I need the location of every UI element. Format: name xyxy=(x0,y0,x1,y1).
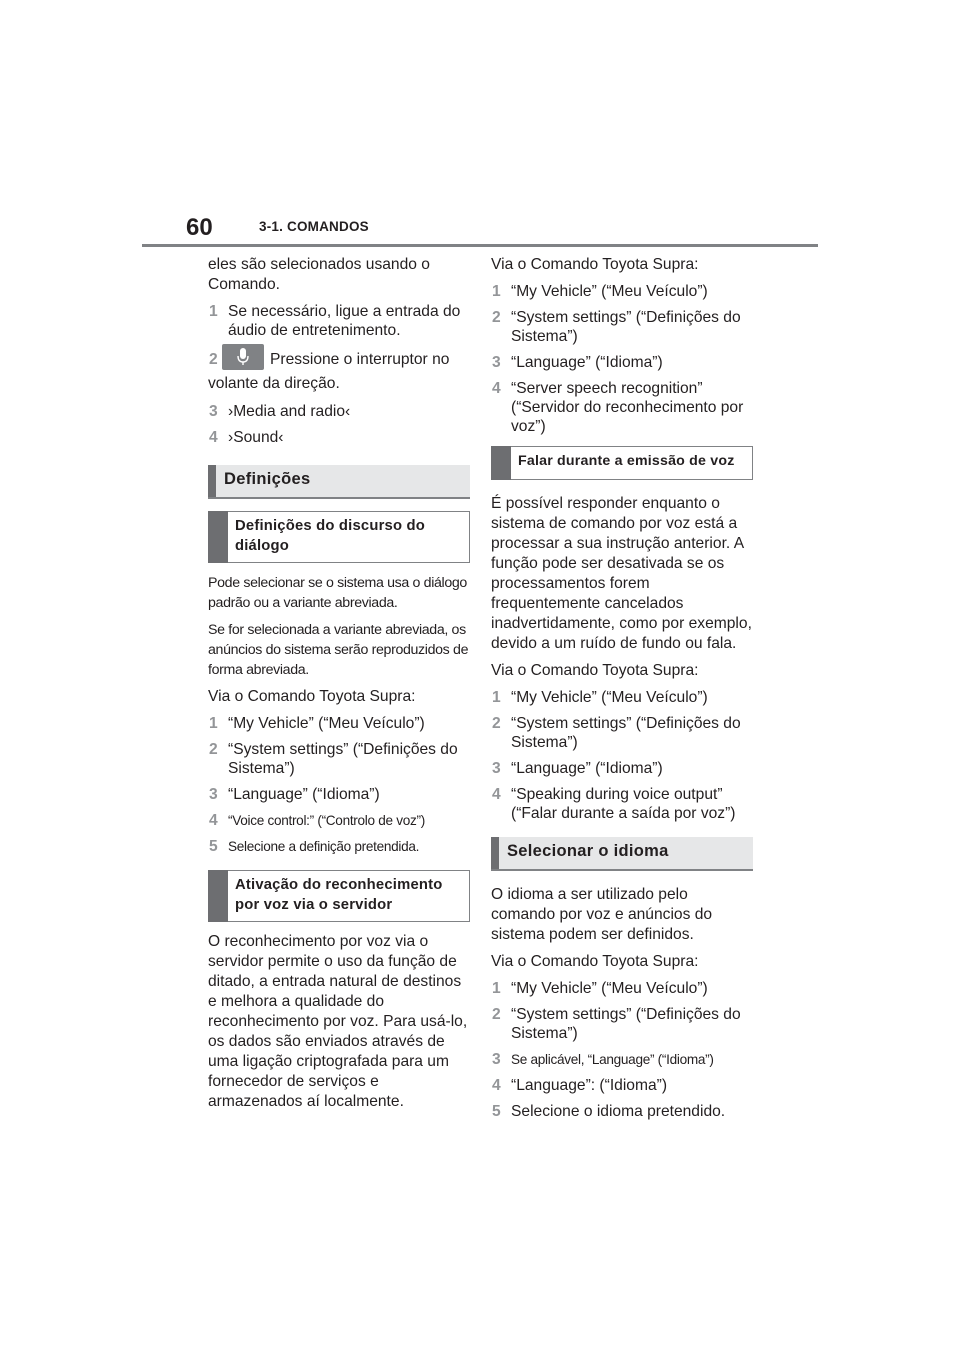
step-number: 4 xyxy=(209,812,218,829)
subsection-heading-label: Definições do discurso do diálogo xyxy=(235,518,425,554)
step-number: 1 xyxy=(492,283,501,300)
step-item xyxy=(491,785,753,823)
step-item xyxy=(491,1102,753,1121)
right-column xyxy=(491,255,753,1128)
step-number: 2 xyxy=(492,1005,501,1023)
step-number: 1 xyxy=(492,688,501,706)
step-number: 2 xyxy=(209,351,218,369)
section-heading-label: Selecionar o idioma xyxy=(507,841,669,860)
step-text: “My Vehicle” (“Meu Veículo”) xyxy=(511,283,708,300)
step-number: 5 xyxy=(209,838,218,855)
step-number: 1 xyxy=(209,715,218,732)
step-number: 2 xyxy=(492,714,501,732)
step-number: 4 xyxy=(209,429,218,446)
step-text: “System settings” (“Definições do Sistema”) xyxy=(511,309,741,345)
step-item xyxy=(208,347,470,395)
subsection-heading-label: Ativação do reconhecimento por voz via o servidor xyxy=(235,877,443,913)
step-item xyxy=(208,428,470,447)
step-text: “Language”: (“Idioma”) xyxy=(511,1076,668,1094)
step-text: Selecione o idioma pretendido. xyxy=(511,1102,726,1120)
step-item xyxy=(208,785,470,804)
step-item xyxy=(491,688,753,707)
body-paragraph: O reconhecimento por voz via o servidor permite o uso da função de ditado, a entrada natural de destinos e melhora a qualidade do reconhecimento por voz. Para usá-lo, os dados são enviados através de uma ligação criptografada para um fornecedor de serviços e armazenados aí localmente. xyxy=(208,933,468,1110)
section-heading xyxy=(491,837,753,871)
step-number: 2 xyxy=(492,309,501,326)
step-item xyxy=(491,979,753,998)
body-paragraph: É possível responder enquanto o sistema de comando por voz está a processar a sua instrução anterior. A função pode ser desativada se os processamentos forem frequentemente cancelados inadvertidamente, como por exemplo, devido a um ruído de fundo ou fala. xyxy=(491,494,752,652)
step-item xyxy=(208,302,470,340)
step-item xyxy=(208,837,470,856)
subsection-heading xyxy=(491,446,753,480)
microphone-button-icon xyxy=(222,344,264,370)
step-text: ›Media and radio‹ xyxy=(228,403,351,420)
section-heading xyxy=(208,465,470,499)
step-text: “System settings” (“Definições do Sistema”) xyxy=(511,714,741,751)
step-number: 1 xyxy=(492,979,501,997)
step-number: 3 xyxy=(209,786,218,803)
step-item xyxy=(491,714,753,752)
section-heading-label: Definições xyxy=(224,470,311,488)
step-text: “Server speech recognition” (“Servidor do reconhecimento por voz”) xyxy=(511,380,744,435)
step-item xyxy=(491,1050,753,1069)
step-number: 1 xyxy=(209,303,218,320)
subsection-heading xyxy=(208,870,470,922)
via-label: Via o Comando Toyota Supra: xyxy=(491,661,699,679)
step-text: “System settings” (“Definições do Sistema”) xyxy=(511,1005,741,1042)
step-number: 4 xyxy=(492,1076,501,1094)
step-number: 4 xyxy=(492,785,501,803)
step-text: Selecione a definição pretendida. xyxy=(228,839,420,854)
step-text: “My Vehicle” (“Meu Veículo”) xyxy=(511,688,708,706)
step-text: “My Vehicle” (“Meu Veículo”) xyxy=(228,715,425,732)
via-label: Via o Comando Toyota Supra: xyxy=(208,688,416,705)
step-item xyxy=(491,759,753,778)
subsection-heading-label: Falar durante a emissão de voz xyxy=(518,453,735,469)
step-text: “Language” (“Idioma”) xyxy=(511,354,663,371)
body-paragraph: Se for selecionada a variante abreviada, os anúncios do sistema serão reproduzidos de forma abreviada. xyxy=(208,622,469,678)
step-item xyxy=(491,308,753,346)
step-text: “Speaking during voice output” (“Falar durante a saída por voz”) xyxy=(511,785,736,822)
step-text: “System settings” (“Definições do Sistema”) xyxy=(228,741,458,777)
step-number: 3 xyxy=(209,403,218,420)
via-label: Via o Comando Toyota Supra: xyxy=(491,952,699,970)
step-number: 3 xyxy=(492,759,501,777)
step-number: 2 xyxy=(209,741,218,758)
step-text: “My Vehicle” (“Meu Veículo”) xyxy=(511,979,708,997)
via-label: Via o Comando Toyota Supra: xyxy=(491,256,699,273)
step-number: 5 xyxy=(492,1102,501,1120)
step-item xyxy=(491,353,753,372)
step-item xyxy=(491,1076,753,1095)
step-text: Se aplicável, “Language” (“Idioma”) xyxy=(511,1051,714,1067)
step-text: Se necessário, ligue a entrada do áudio de entretenimento. xyxy=(228,303,461,339)
step-text: “Language” (“Idioma”) xyxy=(228,786,380,803)
step-item xyxy=(208,402,470,421)
header-divider xyxy=(142,244,818,247)
step-item xyxy=(208,740,470,778)
step-number: 3 xyxy=(492,354,501,371)
intro-paragraph: eles são selecionados usando o Comando. xyxy=(208,256,430,293)
section-title: 3-1. COMANDOS xyxy=(259,219,369,234)
page-number: 60 xyxy=(186,214,213,241)
step-item xyxy=(491,1005,753,1043)
step-text: “Language” (“Idioma”) xyxy=(511,759,663,777)
subsection-heading xyxy=(208,511,470,563)
left-column xyxy=(208,255,470,1119)
step-item xyxy=(208,714,470,733)
step-number: 4 xyxy=(492,380,501,397)
step-text: ›Sound‹ xyxy=(228,429,284,446)
body-paragraph: O idioma a ser utilizado pelo comando por voz e anúncios do sistema podem ser definidos. xyxy=(491,885,713,943)
step-item xyxy=(491,379,753,436)
step-text: “Voice control:” (“Controlo de voz”) xyxy=(228,813,425,828)
body-paragraph: Pode selecionar se o sistema usa o diálogo padrão ou a variante abreviada. xyxy=(208,575,467,611)
step-item xyxy=(208,811,470,830)
step-item xyxy=(491,282,753,301)
step-number: 3 xyxy=(492,1050,501,1068)
step-text: Pressione o interruptor no volante da direção. xyxy=(208,351,450,392)
